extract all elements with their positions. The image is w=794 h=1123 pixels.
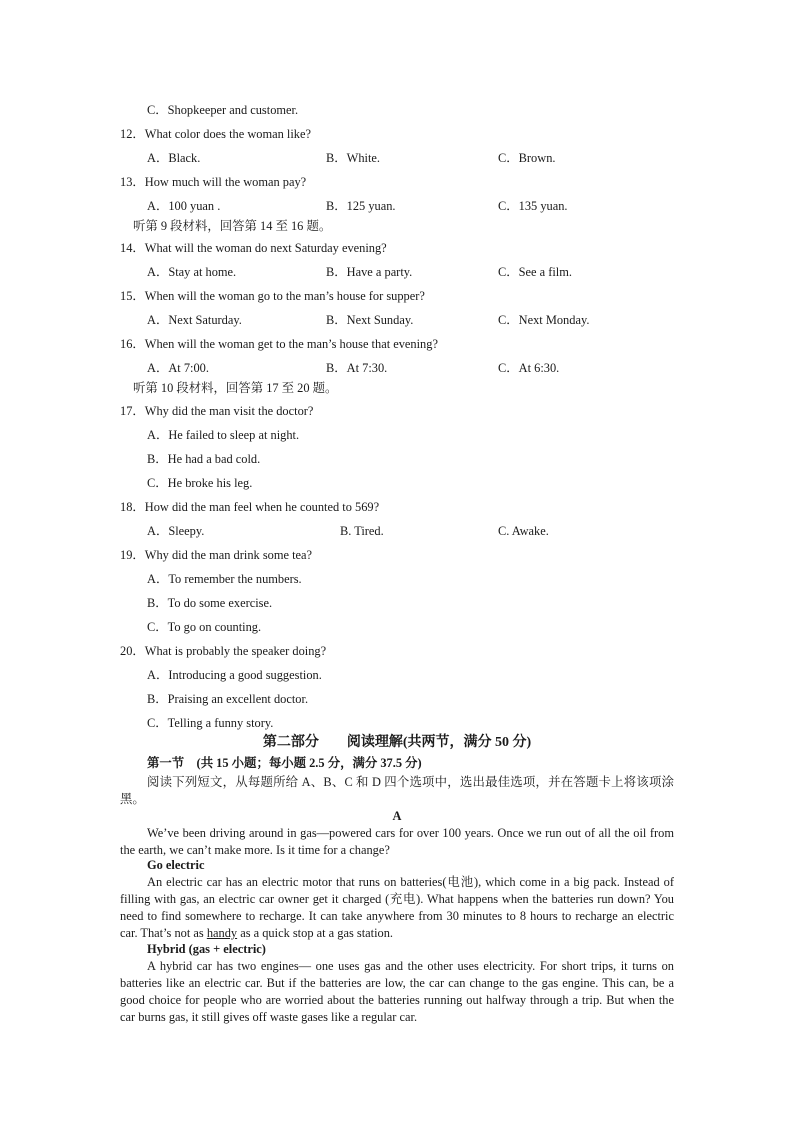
q12-option-c: C．Brown. [498, 151, 556, 165]
q18-option-a: A．Sleepy. [147, 524, 205, 538]
q19-option-a: A．To remember the numbers. [147, 572, 302, 586]
question-20: 20．What is probably the speaker doing? [120, 644, 327, 658]
section-10-instruction: 听第 10 段材料，回答第 17 至 20 题。 [133, 381, 338, 395]
electric-text-part-1: An electric car has an electric motor that runs on batteries(电池), which come in a big pack. Instead of filling with gas, an electric car owner get it charged (充电). What happens when the batteries run down? You need to find somewhere to recharge. It can take anywhere from 30 minutes to 8 hours to recharge an electric car. That’s not as [120, 875, 674, 940]
q12-option-a: A．Black. [147, 151, 201, 165]
passage-label: A [392, 809, 402, 823]
q20-option-a: A．Introducing a good suggestion. [147, 668, 322, 682]
q16-option-c: C．At 6:30. [498, 361, 560, 375]
q20-option-c: C．Telling a funny story. [147, 716, 274, 730]
underlined-word-handy: handy [206, 926, 238, 940]
part-2-instructions [120, 774, 674, 808]
q20-option-b: B．Praising an excellent doctor. [147, 692, 309, 706]
q17-option-c: C．He broke his leg. [147, 476, 253, 490]
heading-hybrid: Hybrid (gas + electric) [147, 942, 266, 956]
q13-option-b: B．125 yuan. [326, 199, 396, 213]
question-18: 18．How did the man feel when he counted to 569? [120, 500, 380, 514]
q13-option-a: A．100 yuan . [147, 199, 221, 213]
q11-option-c: C．Shopkeeper and customer. [147, 103, 299, 117]
q17-option-b: B．He had a bad cold. [147, 452, 261, 466]
heading-go-electric: Go electric [147, 858, 205, 872]
q13-option-c: C．135 yuan. [498, 199, 568, 213]
q18-option-c: C. Awake. [498, 524, 549, 538]
q14-option-b: B．Have a party. [326, 265, 413, 279]
question-17: 17．Why did the man visit the doctor? [120, 404, 314, 418]
instructions-text: 阅读下列短文，从每题所给 A、B、C 和 D 四个选项中，选出最佳选项，并在答题卡上将该项涂黑。 [120, 775, 674, 806]
question-15: 15．When will the woman go to the man’s house for supper? [120, 289, 425, 303]
q14-option-c: C．See a film. [498, 265, 572, 279]
section-9-instruction: 听第 9 段材料，回答第 14 至 16 题。 [133, 219, 332, 233]
q18-option-b: B. Tired. [340, 524, 384, 538]
part-2-title: 第二部分 阅读理解(共两节，满分 50 分) [262, 735, 532, 750]
intro-text: We’ve been driving around in gas—powered cars for over 100 years. Once we run out of all the oil from the earth, we can’t make more. Is it time for a change? [120, 826, 674, 857]
q19-option-b: B．To do some exercise. [147, 596, 273, 610]
q15-option-c: C．Next Monday. [498, 313, 590, 327]
hybrid-paragraph [120, 958, 674, 1026]
electric-text-part-2: as a quick stop at a gas station. [237, 926, 394, 940]
question-19: 19．Why did the man drink some tea? [120, 548, 313, 562]
q15-option-b: B．Next Sunday. [326, 313, 414, 327]
part-2-section-1-heading: 第一节 (共 15 小题；每小题 2.5 分，满分 37.5 分) [147, 756, 422, 770]
question-12: 12．What color does the woman like? [120, 127, 311, 141]
q16-option-b: B．At 7:30. [326, 361, 388, 375]
question-13: 13．How much will the woman pay? [120, 175, 307, 189]
q19-option-c: C．To go on counting. [147, 620, 262, 634]
q14-option-a: A．Stay at home. [147, 265, 237, 279]
q17-option-a: A．He failed to sleep at night. [147, 428, 300, 442]
q12-option-b: B．White. [326, 151, 381, 165]
electric-text [120, 874, 674, 942]
hybrid-text: A hybrid car has two engines— one uses gas and the other uses electricity. For short trips, it turns on batteries like an electric car. But if the batteries are low, the car can change to the gas engine. This can, be a good choice for people who are worried about the batteries running out halfway through a trip. But when the car burns gas, it still gives off waste gases like a regular car. [120, 959, 674, 1024]
question-16: 16．When will the woman get to the man’s house that evening? [120, 337, 438, 351]
q15-option-a: A．Next Saturday. [147, 313, 242, 327]
passage-intro [120, 825, 674, 859]
q16-option-a: A．At 7:00. [147, 361, 209, 375]
question-14: 14．What will the woman do next Saturday evening? [120, 241, 387, 255]
electric-paragraph [120, 874, 674, 942]
